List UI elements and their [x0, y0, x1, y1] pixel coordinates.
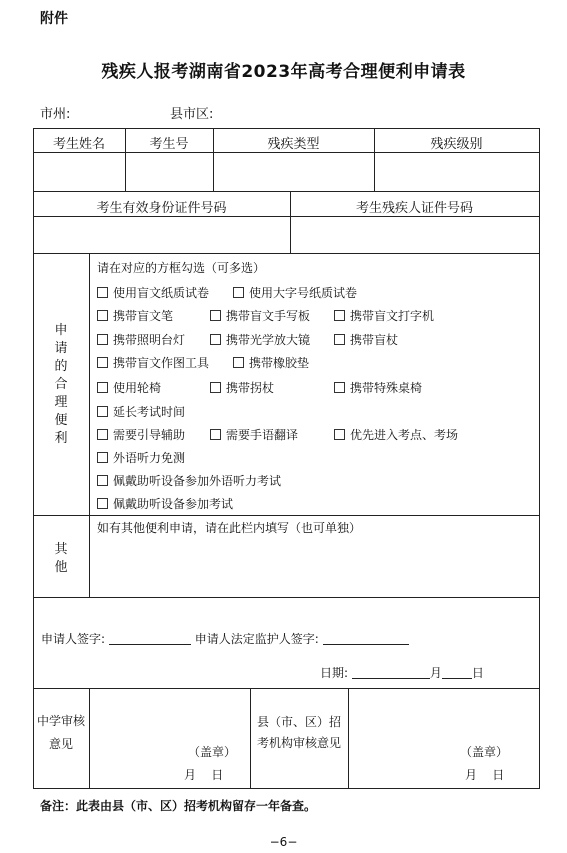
checkbox[interactable]	[334, 429, 345, 440]
checkbox[interactable]	[97, 357, 108, 368]
accommodation-option-label: 携带照明台灯	[113, 333, 186, 347]
date-year-line[interactable]	[352, 666, 430, 679]
accommodation-option-label: 携带盲文打字机	[350, 309, 435, 323]
accommodation-option[interactable]	[97, 354, 209, 371]
accommodation-option[interactable]	[334, 307, 434, 324]
accommodation-option[interactable]	[97, 472, 281, 489]
date-label: 日期:	[320, 666, 349, 680]
school-date: 月 日	[184, 768, 224, 782]
checkbox[interactable]	[210, 334, 221, 345]
accommodation-option[interactable]	[210, 426, 298, 443]
guardian-sign-label: 申请人法定监护人签字:	[194, 632, 319, 646]
accommodation-option[interactable]	[210, 331, 310, 348]
school-stamp: （盖章）	[188, 745, 237, 759]
date-month-label: 月	[429, 666, 442, 680]
county-label: 县市区:	[170, 107, 214, 122]
checkbox[interactable]	[233, 287, 244, 298]
checkbox[interactable]	[97, 452, 108, 463]
other-note: 如有其他便利申请，请在此栏内填写（也可单独）	[97, 521, 362, 535]
header-id-no: 考生有效身份证件号码	[96, 201, 227, 216]
checkbox[interactable]	[97, 498, 108, 509]
date-row	[320, 664, 484, 681]
accommodation-option-label: 使用大字号纸质试卷	[249, 286, 358, 300]
city-label: 市州:	[40, 107, 71, 122]
date-day-label: 日	[471, 666, 484, 680]
office-review-label: 县（市、区）招考机构审核意见	[256, 715, 341, 750]
checkbox[interactable]	[233, 357, 244, 368]
accommodation-option-label: 需要引导辅助	[113, 428, 186, 442]
header-disability-type: 残疾类型	[267, 137, 320, 152]
accommodation-option-label: 优先进入考点、考场	[350, 428, 459, 442]
accommodation-option[interactable]	[97, 426, 185, 443]
accommodation-option-label: 携带拐杖	[226, 381, 275, 395]
page-number: −6−	[269, 835, 298, 849]
checkbox[interactable]	[334, 334, 345, 345]
checkbox[interactable]	[210, 382, 221, 393]
accommodation-option-label: 需要手语翻译	[226, 428, 299, 442]
footnote: 备注：此表由县（市、区）招考机构留存一年备查。	[40, 799, 317, 813]
checkbox[interactable]	[97, 406, 108, 417]
accommodation-option-label: 携带盲文笔	[113, 309, 174, 323]
page-title: 残疾人报考湖南省2023年高考合理便利申请表	[101, 62, 466, 82]
checkbox[interactable]	[97, 310, 108, 321]
header-disability-level: 残疾级别	[430, 137, 483, 152]
accommodation-option[interactable]	[334, 379, 422, 396]
accommodation-option-label: 携带盲杖	[350, 333, 399, 347]
accommodation-option-label: 佩戴助听设备参加外语听力考试	[113, 474, 282, 488]
other-side-label: 其他	[54, 542, 68, 575]
accommodation-option[interactable]	[210, 379, 274, 396]
accommodation-option[interactable]	[97, 331, 185, 348]
accommodation-option[interactable]	[334, 331, 398, 348]
accommodation-option-label: 携带盲文作图工具	[113, 356, 210, 370]
applicant-sign-label: 申请人签字:	[41, 632, 106, 646]
accommodation-option[interactable]	[97, 403, 185, 420]
checkbox[interactable]	[210, 310, 221, 321]
accommodation-option-label: 佩戴助听设备参加考试	[113, 497, 234, 511]
accommodation-option-label: 延长考试时间	[113, 405, 186, 419]
office-date: 月 日	[465, 768, 505, 782]
accommodation-instruction: 请在对应的方框勾选（可多选）	[97, 261, 266, 275]
checkbox[interactable]	[210, 429, 221, 440]
accommodation-option-label: 携带橡胶垫	[249, 356, 310, 370]
applicant-sign-line[interactable]	[109, 632, 191, 645]
accommodation-option[interactable]	[97, 379, 161, 396]
checkbox[interactable]	[334, 310, 345, 321]
accommodation-option[interactable]	[233, 354, 309, 371]
signature-row	[41, 630, 409, 647]
office-stamp: （盖章）	[460, 745, 509, 759]
accommodation-side-label: 申请的合理便利	[54, 323, 68, 446]
attachment-label: 附件	[40, 11, 68, 27]
date-day-line[interactable]	[442, 666, 472, 679]
accommodation-option[interactable]	[97, 495, 233, 512]
school-review-label: 中学审核意见	[36, 714, 85, 751]
checkbox[interactable]	[334, 382, 345, 393]
accommodation-option[interactable]	[334, 426, 458, 443]
guardian-sign-line[interactable]	[323, 632, 409, 645]
accommodation-option-label: 使用轮椅	[113, 381, 162, 395]
accommodation-option-label: 携带特殊桌椅	[350, 381, 423, 395]
checkbox[interactable]	[97, 334, 108, 345]
checkbox[interactable]	[97, 382, 108, 393]
accommodation-option-label: 外语听力免测	[113, 451, 186, 465]
header-exam-no: 考生号	[149, 137, 189, 152]
accommodation-option-label: 携带光学放大镜	[226, 333, 311, 347]
checkbox[interactable]	[97, 475, 108, 486]
accommodation-option[interactable]	[210, 307, 310, 324]
checkbox[interactable]	[97, 429, 108, 440]
header-disability-cert-no: 考生残疾人证件号码	[355, 201, 473, 216]
accommodation-option[interactable]	[97, 284, 209, 301]
accommodation-option[interactable]	[97, 449, 185, 466]
accommodation-option[interactable]	[97, 307, 173, 324]
accommodation-option[interactable]	[233, 284, 357, 301]
checkbox[interactable]	[97, 287, 108, 298]
accommodation-option-label: 携带盲文手写板	[226, 309, 311, 323]
header-name: 考生姓名	[52, 137, 105, 152]
accommodation-option-label: 使用盲文纸质试卷	[113, 286, 210, 300]
